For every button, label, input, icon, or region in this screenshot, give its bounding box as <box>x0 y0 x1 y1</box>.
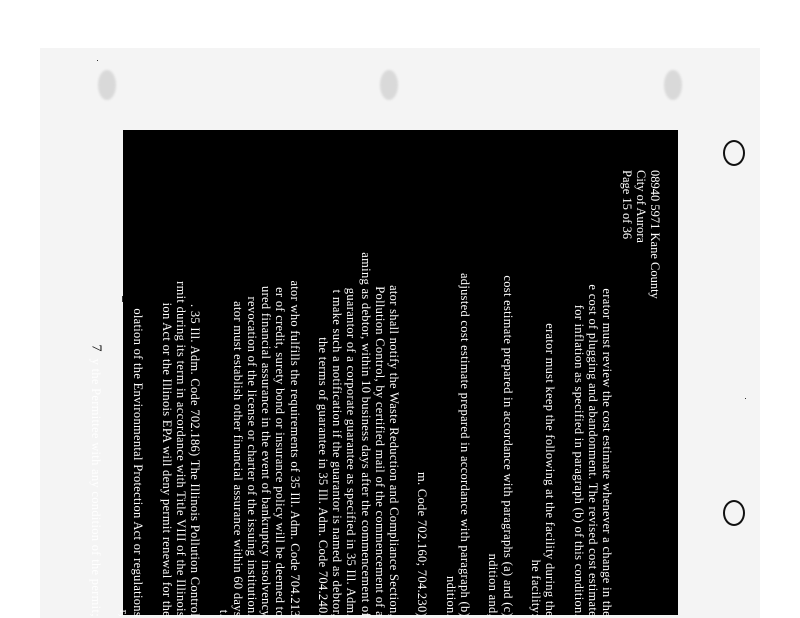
body-text-line: m. Code 702.160; 704.230) <box>415 472 430 617</box>
binder-ring-icon <box>723 140 745 166</box>
body-text-line: . 35 Ill. Adm. Code 702.186) The Illinois Pollution Control <box>188 304 203 617</box>
body-text-line: aming as debtor, within 10 business days after the commencement of <box>358 252 373 617</box>
body-text-line: erator must keep the following at the facility during the <box>543 323 558 617</box>
body-text-line: guarantor of a corporate guarantee as specified in 35 Ill. Adm. <box>344 287 359 617</box>
body-text-line: rmit during its term in accordance with Title VIII of the Illinois <box>174 281 188 617</box>
body-text-line: ion Act or the Illinois EPA will deny permit renewal for the <box>159 302 174 617</box>
punch-hole-shadow <box>664 70 682 100</box>
body-text-line: ator who fulfills the requirements of 35 Ill. Adm. Code 704.213 <box>287 280 302 617</box>
punch-hole-shadow <box>380 70 398 100</box>
binder-ring-icon <box>723 500 745 526</box>
body-text-line: adjusted cost estimate prepared in accordance with paragraph (b) <box>458 272 472 617</box>
header-page: Page 15 of 36 <box>620 170 634 240</box>
punch-hole-shadow <box>98 70 116 100</box>
body-text-line: t make such a notification if the guarantor is named as debtor, <box>330 289 345 617</box>
body-text-line: e cost of plugging and abandonment. The revised cost estimate <box>585 284 600 617</box>
body-text-line: cost estimate prepared in accordance with paragraphs (a) and (c) <box>500 275 515 617</box>
body-text-line: revocation of the license or charter of the issuing institution. <box>245 296 259 617</box>
body-text-line: ator shall notify the Waste Reduction and Compliance Section, <box>387 285 401 617</box>
scan-speck <box>97 60 98 61</box>
header-permit-number: 08940 5971 Kane County <box>648 170 662 299</box>
body-text-line: he facility: <box>529 559 543 617</box>
body-text-line: erator must review the cost estimate whenever a change in the <box>600 288 614 617</box>
body-text-line: er of credit, surety bond or insurance policy will be deemed to <box>273 287 288 617</box>
body-text-line: ndition and, <box>486 553 501 617</box>
rotated-text-area <box>88 130 678 617</box>
body-text-line: Pollution Control, by certified mail of the commencement of a <box>372 286 387 617</box>
body-text-line: t. <box>216 609 231 617</box>
body-text-line: y the Permittee with any condition of the permit; <box>88 358 103 617</box>
body-text-line: ndition. <box>443 576 458 617</box>
document-scan-band <box>88 130 678 617</box>
body-text-line: r, <box>117 609 132 617</box>
permit-header <box>620 170 662 299</box>
body-text-line: for inflation as specified in paragraph (b) of this condition. <box>571 304 586 617</box>
body-text-line: ured financial assurance in the event of bankruptcy insolvency <box>259 286 274 617</box>
body-text-line: ator must establish other financial assurance within 60 days <box>230 301 245 617</box>
scan-speck <box>745 398 746 399</box>
header-city: City of Aurora <box>634 170 648 243</box>
body-text-line: olation of the Environmental Protection Act or regulations <box>131 308 146 617</box>
body-text-line: the terms of guarantee in 35 Ill. Adm. Code 704.240. <box>316 337 330 617</box>
page-number: 7 <box>88 344 104 352</box>
